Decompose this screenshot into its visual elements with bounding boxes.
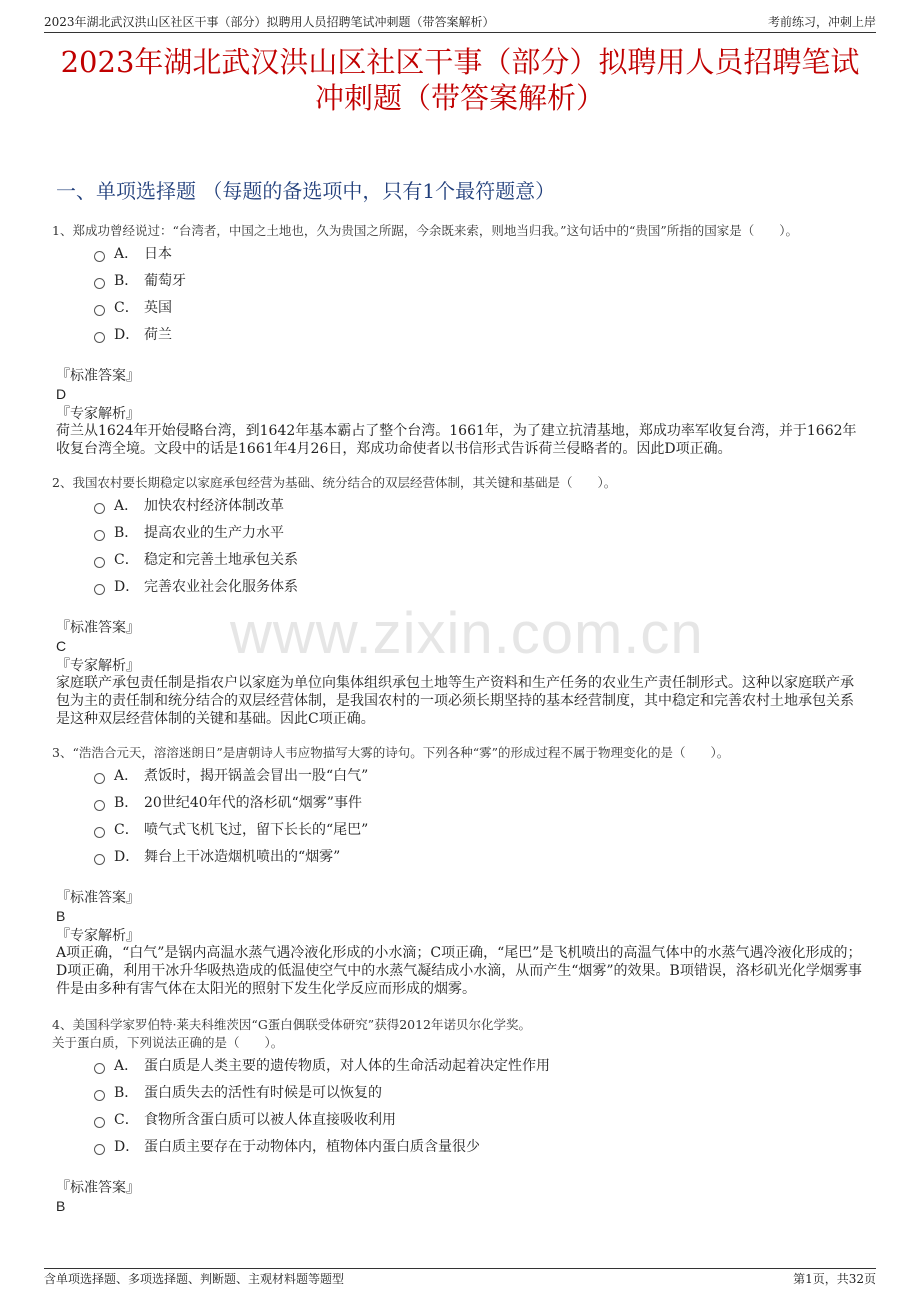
- analysis-text: A项正确，“白气”是锅内高温水蒸气遇冷液化形成的小水滴；C项正确，“尾巴”是飞机喷出的高温气体中的水蒸气遇冷液化形成的；D项正确，利用干冰升华吸热造成的低温使空气中的水蒸气凝结成小水滴，从而产生“烟雾”的效果。B项错误，洛杉矶光化学烟雾事件是由多种有害气体在太阳光的照射下发生化学反应而形成的烟雾。: [56, 945, 862, 997]
- answer-label: 『标准答案』: [56, 620, 140, 636]
- answer-label: 『标准答案』: [56, 368, 140, 384]
- radio-icon[interactable]: [94, 1063, 105, 1074]
- answer-value: B: [56, 1198, 66, 1214]
- option-text: 蛋白质失去的活性有时候是可以恢复的: [144, 1085, 382, 1101]
- option-letter: D．: [114, 1139, 140, 1155]
- title-line-2: 冲刺题（带答案解析）: [314, 81, 605, 115]
- section-title: 一、单项选择题 （每题的备选项中，只有1个最符题意）: [56, 179, 556, 203]
- analysis-label: 『专家解析』: [56, 658, 140, 674]
- question-4-stem-line-1: 4、美国科学家罗伯特·莱夫科维茨因“G蛋白偶联受体研究”获得2012年诺贝尔化学奖。: [52, 1017, 532, 1032]
- page-header: [44, 14, 876, 33]
- analysis-label: 『专家解析』: [56, 928, 140, 944]
- option-letter: B．: [114, 273, 139, 289]
- question-4-stem: [52, 1016, 870, 1052]
- answer-value: C: [56, 638, 67, 654]
- radio-icon[interactable]: [94, 530, 105, 541]
- option-text: 完善农业社会化服务体系: [144, 579, 298, 595]
- document-title: [40, 44, 880, 116]
- option-letter: B．: [114, 1085, 139, 1101]
- option-text: 舞台上干冰造烟机喷出的“烟雾”: [144, 849, 341, 865]
- option-letter: D．: [114, 849, 140, 865]
- option-letter: A．: [114, 1058, 139, 1074]
- option-text: 稳定和完善土地承包关系: [144, 552, 298, 568]
- option-text: 提高农业的生产力水平: [144, 525, 284, 541]
- analysis-label: 『专家解析』: [56, 406, 140, 422]
- option-letter: C．: [114, 552, 139, 568]
- radio-icon[interactable]: [94, 332, 105, 343]
- header-slogan: 考前练习，冲刺上岸: [767, 15, 876, 29]
- option-text: 蛋白质主要存在于动物体内，植物体内蛋白质含量很少: [144, 1139, 480, 1155]
- answer-label: 『标准答案』: [56, 1180, 140, 1196]
- option-text: 食物所含蛋白质可以被人体直接吸收利用: [144, 1112, 396, 1128]
- option-text: 20世纪40年代的洛杉矶“烟雾”事件: [144, 795, 362, 811]
- option-letter: A．: [114, 498, 139, 514]
- option-letter: C．: [114, 822, 139, 838]
- option-letter: D．: [114, 327, 140, 343]
- analysis-text: 荷兰从1624年开始侵略台湾，到1642年基本霸占了整个台湾。1661年，为了建立抗清基地，郑成功率军收复台湾，并于1662年收复台湾全境。文段中的话是1661年4月26日，郑成功命使者以书信形式告诉荷兰侵略者的。因此D项正确。: [56, 423, 857, 457]
- radio-icon[interactable]: [94, 305, 105, 316]
- option-letter: A．: [114, 246, 139, 262]
- option-text: 英国: [144, 300, 172, 316]
- option-letter: C．: [114, 300, 139, 316]
- option-text: 喷气式飞机飞过，留下长长的“尾巴”: [144, 822, 369, 838]
- radio-icon[interactable]: [94, 251, 105, 262]
- radio-icon[interactable]: [94, 1144, 105, 1155]
- option-letter: A．: [114, 768, 139, 784]
- answer-value: D: [56, 386, 67, 402]
- radio-icon[interactable]: [94, 773, 105, 784]
- radio-icon[interactable]: [94, 503, 105, 514]
- option-text: 蛋白质是人类主要的遗传物质，对人体的生命活动起着决定性作用: [144, 1058, 550, 1074]
- option-text: 日本: [144, 246, 172, 262]
- radio-icon[interactable]: [94, 854, 105, 865]
- radio-icon[interactable]: [94, 800, 105, 811]
- radio-icon[interactable]: [94, 1090, 105, 1101]
- page-number: 第1页，共32页: [793, 1272, 876, 1286]
- question-1-stem: 1、郑成功曾经说过：“台湾者，中国之土地也，久为贵国之所踞，今余既来索，则地当归我。”这句话中的“贵国”所指的国家是（ ）。: [52, 223, 799, 238]
- question-3-stem: 3、“浩浩合元天，溶溶迷朗日”是唐朝诗人韦应物描写大雾的诗句。下列各种“雾”的形成过程不属于物理变化的是（ ）。: [52, 745, 730, 760]
- watermark: www.zixin.com.cn: [230, 601, 704, 666]
- option-letter: B．: [114, 525, 139, 541]
- option-letter: B．: [114, 795, 139, 811]
- page-footer: [44, 1268, 876, 1287]
- option-letter: C．: [114, 1112, 139, 1128]
- radio-icon[interactable]: [94, 827, 105, 838]
- option-text: 煮饭时，揭开锅盖会冒出一股“白气”: [144, 768, 369, 784]
- radio-icon[interactable]: [94, 557, 105, 568]
- radio-icon[interactable]: [94, 1117, 105, 1128]
- radio-icon[interactable]: [94, 278, 105, 289]
- radio-icon[interactable]: [94, 584, 105, 595]
- footer-question-types: 含单项选择题、多项选择题、判断题、主观材料题等题型: [44, 1272, 345, 1286]
- answer-label: 『标准答案』: [56, 890, 140, 906]
- option-text: 荷兰: [144, 327, 172, 343]
- question-2-stem: 2、我国农村要长期稳定以家庭承包经营为基础、统分结合的双层经营体制，其关键和基础是（ ）。: [52, 475, 617, 490]
- analysis-text: 家庭联产承包责任制是指农户以家庭为单位向集体组织承包土地等生产资料和生产任务的农业生产责任制形式。这种以家庭联产承包为主的责任制和统分结合的双层经营体制，是我国农村的一项必须长期坚持的基本经营制度，其中稳定和完善农村土地承包关系是这种双层经营体制的关键和基础。因此C项正确。: [56, 675, 854, 727]
- question-4-stem-line-2: 关于蛋白质，下列说法正确的是（ ）。: [52, 1035, 284, 1050]
- answer-value: B: [56, 908, 66, 924]
- title-line-1: 2023年湖北武汉洪山区社区干事（部分）拟聘用人员招聘笔试: [60, 45, 860, 79]
- header-doc-title: 2023年湖北武汉洪山区社区干事（部分）拟聘用人员招聘笔试冲刺题（带答案解析）: [44, 15, 495, 29]
- option-text: 加快农村经济体制改革: [144, 498, 284, 514]
- option-letter: D．: [114, 579, 140, 595]
- option-text: 葡萄牙: [144, 273, 186, 289]
